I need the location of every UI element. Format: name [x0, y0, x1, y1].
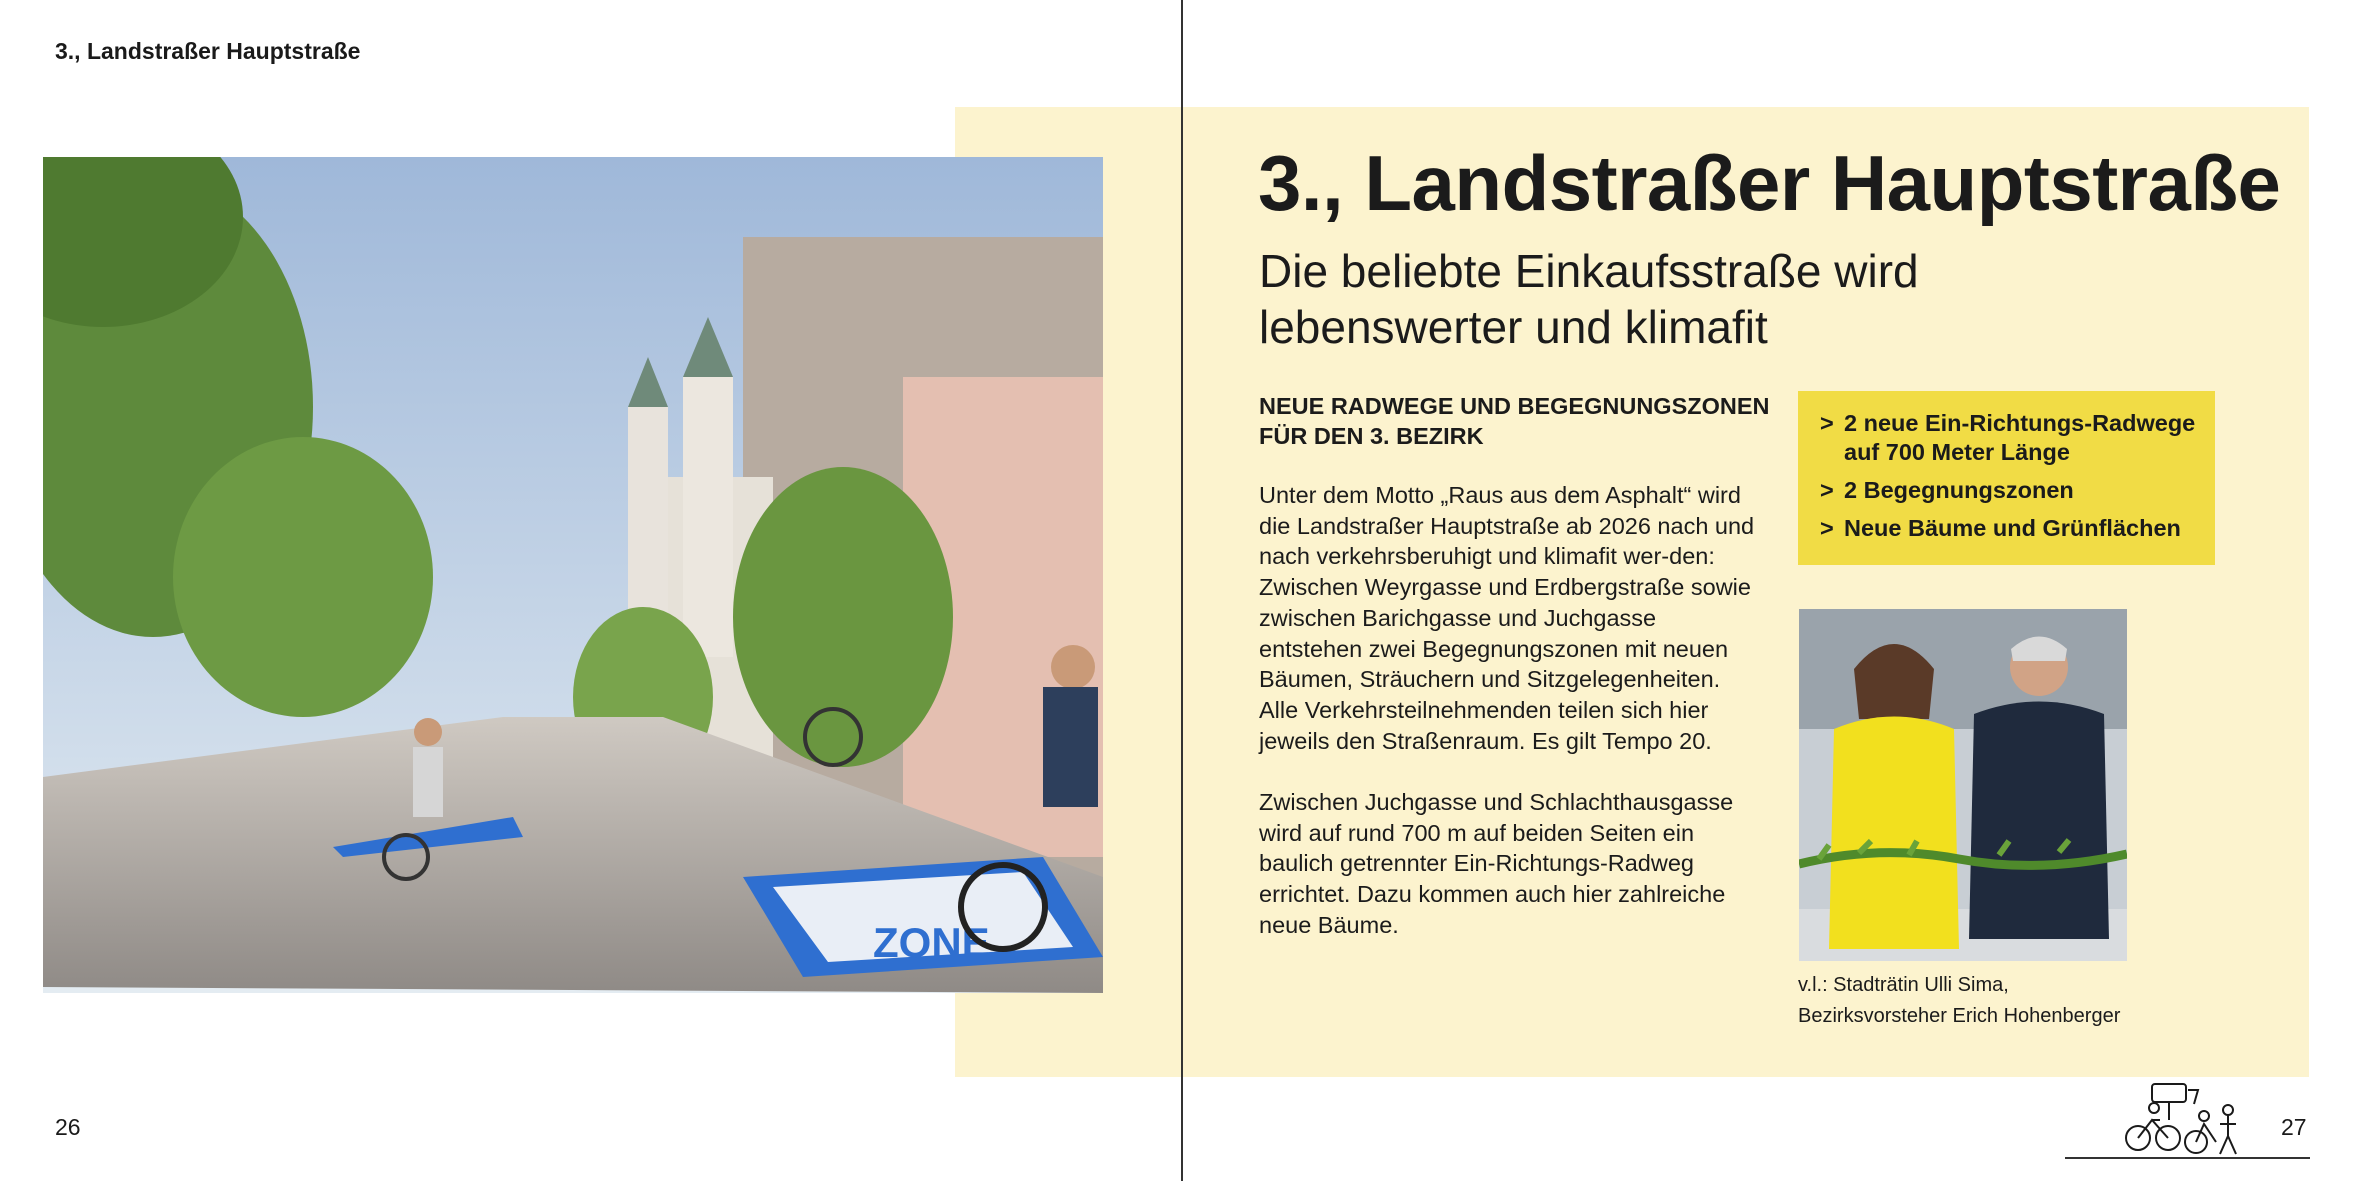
bullet-marker: >	[1820, 410, 1834, 436]
highlight-item	[1820, 409, 2197, 467]
street-rendering-image	[43, 157, 1103, 993]
page-gutter-line	[1181, 0, 1183, 1181]
bullet-marker: >	[1820, 477, 1834, 503]
running-head: 3., Landstraßer Hauptstraße	[55, 38, 361, 64]
article-subtitle: Die beliebte Einkaufsstraße wird lebenswerter und klimafit	[1259, 245, 1919, 353]
highlight-box	[1798, 391, 2215, 565]
page-number-left: 26	[55, 1114, 81, 1140]
highlight-text: 2 neue Ein-Richtungs-Radwege auf 700 Meter Länge	[1844, 410, 2196, 465]
officials-portrait-image	[1799, 609, 2127, 961]
caption-line: v.l.: Stadträtin Ulli Sima,	[1798, 974, 2009, 996]
highlight-text: 2 Begegnungszonen	[1844, 477, 2074, 503]
article-title: 3., Landstraßer Hauptstraße	[1258, 139, 2281, 227]
highlight-text: Neue Bäume und Grünflächen	[1844, 515, 2181, 541]
body-paragraph-1: Unter dem Motto „Raus aus dem Asphalt“ wird die Landstraßer Hauptstraße ab 2026 nach und nach verkehrsberuhigt und klimafit wer-den: Zwischen Weyrgasse und Erdbergstraße sowie zwischen Barichgasse und Juchgasse entstehen zwei Begegnungszonen mit neuen Bäumen, Sträuchern und Sitzgelegenheiten. Alle Verkehrsteilnehmenden teilen sich hier jeweils den Straßenraum. Es gilt Tempo 20.	[1259, 482, 1755, 754]
photo-caption	[1798, 970, 2218, 1032]
highlight-item	[1820, 514, 2197, 543]
section-heading: NEUE RADWEGE UND BEGEGNUNGSZONEN FÜR DEN 3. BEZIRK	[1259, 393, 1770, 449]
caption-line: Bezirksvorsteher Erich Hohenberger	[1798, 1005, 2121, 1027]
body-paragraph-2: Zwischen Juchgasse und Schlachthausgasse wird auf rund 700 m auf beiden Seiten ein baulich getrennter Ein-Richtungs-Radweg errichtet. Dazu kommen auch hier zahlreiche neue Bäume.	[1259, 789, 1734, 938]
highlight-item	[1820, 476, 2197, 505]
page-number-right: 27	[2281, 1114, 2307, 1140]
bullet-marker: >	[1820, 515, 1834, 541]
cyclists-pedestrians-icon	[2124, 1080, 2248, 1158]
zone-marking-text: ZONE	[873, 919, 990, 966]
